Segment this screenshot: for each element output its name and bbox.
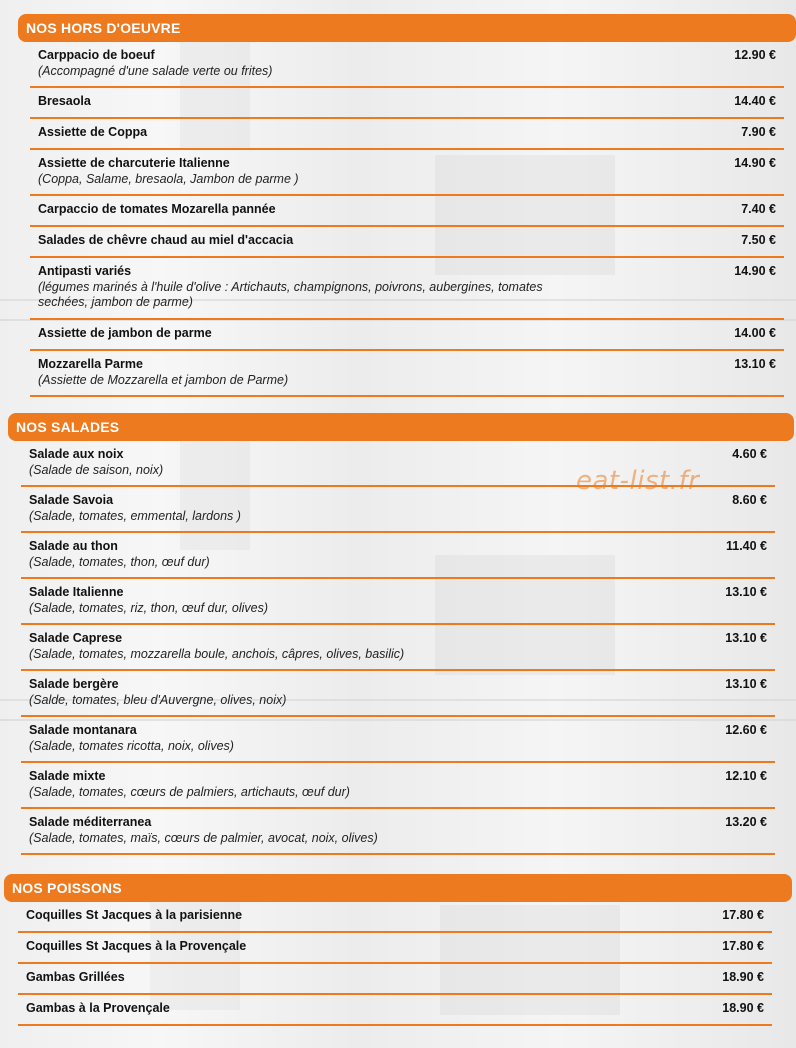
menu-item bbox=[30, 227, 784, 258]
menu-item bbox=[18, 995, 772, 1026]
item-description: (Salade, tomates, thon, œuf dur) bbox=[29, 555, 210, 569]
menu-item bbox=[21, 625, 775, 671]
item-price: 7.50 € bbox=[741, 233, 776, 247]
item-price: 14.00 € bbox=[734, 326, 776, 340]
item-name: Gambas à la Provençale bbox=[26, 1001, 170, 1015]
menu-item bbox=[21, 809, 775, 855]
menu-item bbox=[30, 351, 784, 397]
watermark: eat-list.fr bbox=[576, 466, 700, 496]
menu-item bbox=[21, 717, 775, 763]
item-price: 11.40 € bbox=[725, 539, 767, 553]
section-poissons bbox=[4, 874, 792, 1026]
item-price: 17.80 € bbox=[722, 939, 764, 953]
item-description: (Salade, tomates ricotta, noix, olives) bbox=[29, 739, 234, 753]
item-price: 18.90 € bbox=[722, 970, 764, 984]
item-price: 17.80 € bbox=[722, 908, 764, 922]
item-price: 18.90 € bbox=[722, 1001, 764, 1015]
menu-item bbox=[21, 533, 775, 579]
item-name: Carpaccio de tomates Mozarella pannée bbox=[38, 202, 276, 216]
menu-list bbox=[30, 42, 784, 397]
item-description: (Assiette de Mozzarella et jambon de Parme) bbox=[38, 373, 289, 387]
menu-item bbox=[21, 763, 775, 809]
item-name: Salade Italienne bbox=[29, 585, 124, 599]
item-price: 14.90 € bbox=[734, 156, 776, 170]
item-price: 13.20 € bbox=[725, 815, 767, 829]
item-price: 7.90 € bbox=[741, 125, 776, 139]
menu-item bbox=[30, 88, 784, 119]
menu-item bbox=[18, 933, 772, 964]
item-price: 12.60 € bbox=[725, 723, 767, 737]
item-description: (Accompagné d'une salade verte ou frites) bbox=[38, 64, 273, 78]
item-name: Salade mixte bbox=[29, 769, 106, 783]
item-name: Salade méditerranea bbox=[29, 815, 152, 829]
item-name: Salade Caprese bbox=[29, 631, 123, 645]
menu-item bbox=[30, 196, 784, 227]
item-name: Salades de chêvre chaud au miel d'accacia bbox=[38, 233, 294, 247]
item-description: (Salade, tomates, mozzarella boule, anchois, câpres, olives, basilic) bbox=[29, 647, 405, 661]
item-price: 7.40 € bbox=[741, 202, 776, 216]
item-name: Salade aux noix bbox=[29, 447, 124, 461]
menu-list bbox=[18, 902, 772, 1026]
menu-list bbox=[21, 441, 775, 855]
item-name: Antipasti variés bbox=[38, 264, 132, 278]
item-name: Salade Savoia bbox=[29, 493, 114, 507]
section-hors-doeuvre bbox=[18, 14, 796, 397]
item-price: 8.60 € bbox=[732, 493, 767, 507]
menu-item bbox=[30, 42, 784, 88]
item-name: Gambas Grillées bbox=[26, 970, 125, 984]
item-description: (Salade, tomates, maïs, cœurs de palmier, avocat, noix, olives) bbox=[29, 831, 378, 845]
section-title: NOS POISSONS bbox=[4, 874, 792, 902]
item-description: (Coppa, Salame, bresaola, Jambon de parme ) bbox=[38, 172, 299, 186]
item-name: Assiette de Coppa bbox=[38, 125, 148, 139]
item-description: (Salade, tomates, emmental, lardons ) bbox=[29, 509, 241, 523]
item-name: Coquilles St Jacques à la parisienne bbox=[26, 908, 243, 922]
menu-item bbox=[30, 320, 784, 351]
item-name: Carppacio de boeuf bbox=[38, 48, 155, 62]
item-name: Salade bergère bbox=[29, 677, 119, 691]
item-name: Assiette de jambon de parme bbox=[38, 326, 212, 340]
item-price: 14.40 € bbox=[734, 94, 776, 108]
item-description: (Salde, tomates, bleu d'Auvergne, olives, noix) bbox=[29, 693, 287, 707]
item-description: (Salade de saison, noix) bbox=[29, 463, 164, 477]
item-price: 14.90 € bbox=[734, 264, 776, 278]
menu-item bbox=[18, 902, 772, 933]
item-price: 13.10 € bbox=[734, 357, 776, 371]
item-price: 12.90 € bbox=[734, 48, 776, 62]
item-name: Bresaola bbox=[38, 94, 91, 108]
item-price: 13.10 € bbox=[725, 585, 767, 599]
item-price: 12.10 € bbox=[725, 769, 767, 783]
item-price: 13.10 € bbox=[725, 677, 767, 691]
item-description: (légumes marinés à l'huile d'olive : Artichauts, champignons, poivrons, aubergines, tomates sechées, jambon de parme) bbox=[38, 280, 543, 309]
menu-item bbox=[21, 579, 775, 625]
menu-item bbox=[30, 119, 784, 150]
menu-item bbox=[18, 964, 772, 995]
item-description: (Salade, tomates, riz, thon, œuf dur, olives) bbox=[29, 601, 268, 615]
item-name: Salade montanara bbox=[29, 723, 137, 737]
item-name: Mozzarella Parme bbox=[38, 357, 143, 371]
item-name: Assiette de charcuterie Italienne bbox=[38, 156, 230, 170]
section-title: NOS SALADES bbox=[8, 413, 794, 441]
menu-item bbox=[30, 150, 784, 196]
item-price: 13.10 € bbox=[725, 631, 767, 645]
item-name: Salade au thon bbox=[29, 539, 118, 553]
item-name: Coquilles St Jacques à la Provençale bbox=[26, 939, 247, 953]
menu-item bbox=[30, 258, 784, 320]
item-description: (Salade, tomates, cœurs de palmiers, artichauts, œuf dur) bbox=[29, 785, 350, 799]
item-price: 4.60 € bbox=[732, 447, 767, 461]
section-title: NOS HORS D'OEUVRE bbox=[18, 14, 796, 42]
menu-item bbox=[21, 671, 775, 717]
